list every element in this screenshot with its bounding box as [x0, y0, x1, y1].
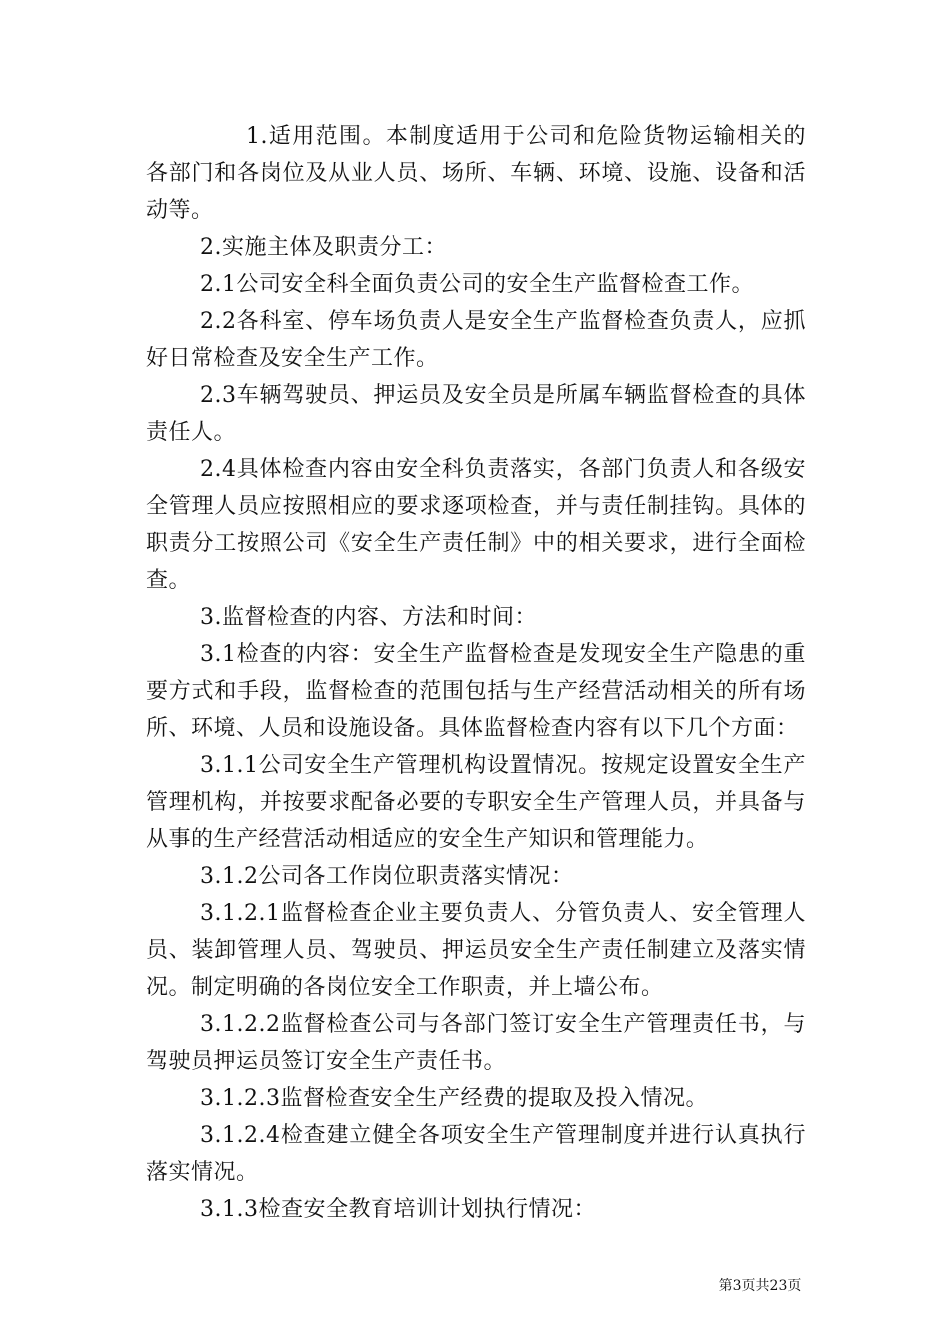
- paragraph-3-1-2-3: 3.1.2.3监督检查安全生产经费的提取及投入情况。: [200, 1086, 708, 1111]
- paragraph-3-1-1: 3.1.1公司安全生产管理机构设置情况。按规定设置安全生产管理机构，并按要求配备必要的专职安全生产管理人员，并具备与从事的生产经营活动相适应的安全生产知识和管理能力。: [146, 753, 806, 852]
- paragraph-scope: 1.适用范围。本制度适用于公司和危险货物运输相关的各部门和各岗位及从业人员、场所、车辆、环境、设施、设备和活动等。: [146, 124, 806, 223]
- paragraph-2-2: 2.2各科室、停车场负责人是安全生产监督检查负责人，应抓好日常检查及安全生产工作。: [146, 309, 806, 371]
- page-footer: [0, 1275, 950, 1295]
- paragraph-heading-2: 2.实施主体及职责分工：: [200, 235, 447, 260]
- paragraph-3-1-2-2: 3.1.2.2监督检查公司与各部门签订安全生产管理责任书，与驾驶员押运员签订安全生产责任书。: [146, 1012, 806, 1074]
- page-number: 第3页共23页: [718, 1278, 802, 1294]
- paragraph-2-3: 2.3车辆驾驶员、押运员及安全员是所属车辆监督检查的具体责任人。: [146, 383, 806, 445]
- paragraph-3-1-2-1: 3.1.2.1监督检查企业主要负责人、分管负责人、安全管理人员、装卸管理人员、驾驶员、押运员安全生产责任制建立及落实情况。制定明确的各岗位安全工作职责，并上墙公布。: [146, 901, 806, 1000]
- paragraph-3-1-2: 3.1.2公司各工作岗位职责落实情况：: [200, 864, 574, 889]
- paragraph-heading-3: 3.监督检查的内容、方法和时间：: [200, 605, 537, 630]
- paragraph-3-1-2-4: 3.1.2.4检查建立健全各项安全生产管理制度并进行认真执行落实情况。: [146, 1123, 806, 1185]
- paragraph-2-1: 2.1公司安全科全面负责公司的安全生产监督检查工作。: [200, 272, 754, 297]
- paragraph-2-4: 2.4具体检查内容由安全科负责落实，各部门负责人和各级安全管理人员应按照相应的要求逐项检查，并与责任制挂钩。具体的职责分工按照公司《安全生产责任制》中的相关要求，进行全面检查。: [146, 457, 806, 593]
- paragraph-3-1-3: 3.1.3检查安全教育培训计划执行情况：: [200, 1197, 596, 1222]
- paragraph-3-1: 3.1检查的内容：安全生产监督检查是发现安全生产隐患的重要方式和手段，监督检查的范围包括与生产经营活动相关的所有场所、环境、人员和设施设备。具体监督检查内容有以下几个方面：: [146, 642, 806, 741]
- document-body: [146, 118, 806, 1228]
